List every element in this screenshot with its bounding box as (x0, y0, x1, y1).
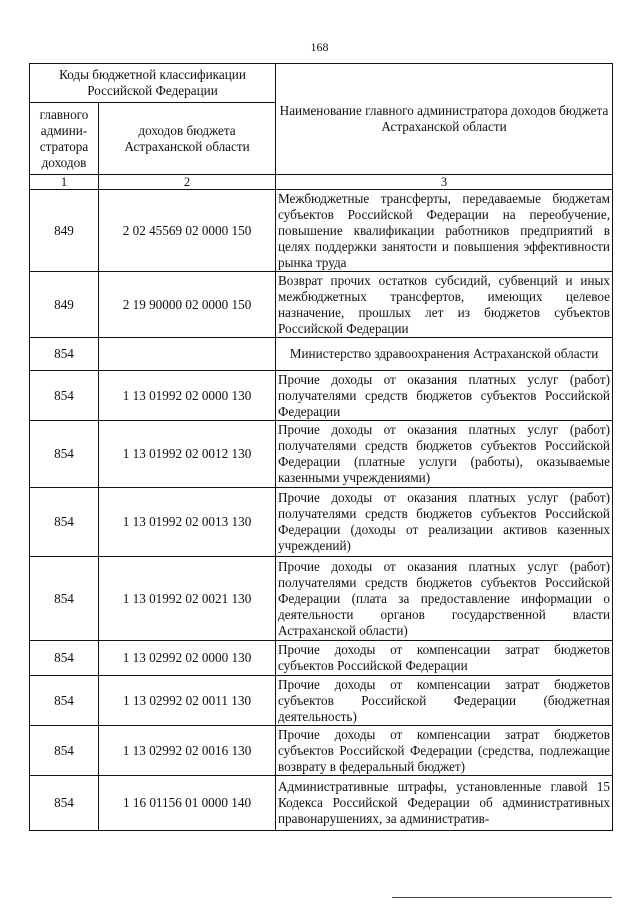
admin-code-cell: 849 (30, 272, 99, 338)
description-cell: Межбюджетные трансферты, передаваемые бюджетам субъектов Российской Федерации на переобучение, повышение квалификации работников предприятий в целях поддержки занятости и повышения эффективности рынка труда (276, 190, 613, 272)
column-number: 1 (30, 175, 99, 190)
admin-code-cell: 854 (30, 338, 99, 371)
table-row (30, 190, 613, 272)
table-row (30, 676, 613, 726)
admin-code-cell: 854 (30, 371, 99, 421)
header-code-column: доходов бюджета Астраханской области (99, 103, 276, 175)
table-row (30, 371, 613, 421)
description-cell: Прочие доходы от оказания платных услуг (работ) получателями средств бюджетов субъектов Российской Федерации (276, 371, 613, 421)
description-cell: Возврат прочих остатков субсидий, субвенций и иных межбюджетных трансфертов, имеющих целевое назначение, прошлых лет из бюджетов субъектов Российской Федерации (276, 272, 613, 338)
admin-code-cell: 854 (30, 776, 99, 831)
income-code-cell: 1 13 02992 02 0016 130 (99, 726, 276, 776)
header-admin-column: главного админи-стратора доходов (30, 103, 99, 175)
column-number: 2 (99, 175, 276, 190)
admin-code-cell: 854 (30, 676, 99, 726)
income-code-cell: 1 13 01992 02 0021 130 (99, 557, 276, 641)
income-code-cell: 1 13 01992 02 0000 130 (99, 371, 276, 421)
column-number-row (30, 175, 613, 190)
table-row (30, 776, 613, 831)
table-row (30, 338, 613, 371)
header-row-group (30, 64, 613, 103)
table-row (30, 272, 613, 338)
income-code-cell: 1 13 02992 02 0011 130 (99, 676, 276, 726)
admin-code-cell: 849 (30, 190, 99, 272)
table-row (30, 557, 613, 641)
income-code-cell: 1 13 01992 02 0012 130 (99, 421, 276, 488)
ministry-name-cell: Министерство здравоохранения Астраханской области (276, 338, 613, 371)
income-code-cell: 1 13 02992 02 0000 130 (99, 641, 276, 676)
description-cell: Административные штрафы, установленные главой 15 Кодекса Российской Федерации об административных правонарушениях, за административ- (276, 776, 613, 831)
table-row (30, 488, 613, 557)
description-cell: Прочие доходы от компенсации затрат бюджетов субъектов Российской Федерации (средства, подлежащие возврату в федеральный бюджет) (276, 726, 613, 776)
table-row (30, 641, 613, 676)
page-number: 168 (310, 40, 329, 54)
table-row (30, 726, 613, 776)
description-cell: Прочие доходы от оказания платных услуг (работ) получателями средств бюджетов субъектов Российской Федерации (доходы от реализации активов казенных учреждений) (276, 488, 613, 557)
description-cell: Прочие доходы от компенсации затрат бюджетов субъектов Российской Федерации (бюджетная деятельность) (276, 676, 613, 726)
admin-code-cell: 854 (30, 641, 99, 676)
table-row (30, 421, 613, 488)
column-number: 3 (276, 175, 613, 190)
admin-code-cell: 854 (30, 726, 99, 776)
income-code-cell: 1 16 01156 01 0000 140 (99, 776, 276, 831)
description-cell: Прочие доходы от оказания платных услуг (работ) получателями средств бюджетов субъектов Российской Федерации (плата за предоставление информации о деятельности органов государственной власти Астраханской области) (276, 557, 613, 641)
admin-code-cell: 854 (30, 557, 99, 641)
header-codes-group: Коды бюджетной классификации Российской Федерации (30, 64, 276, 103)
description-cell: Прочие доходы от компенсации затрат бюджетов субъектов Российской Федерации (276, 641, 613, 676)
income-code-cell: 2 19 90000 02 0000 150 (99, 272, 276, 338)
description-cell: Прочие доходы от оказания платных услуг (работ) получателями средств бюджетов субъектов Российской Федерации (платные услуги (работы), оказываемые казенными учреждениями) (276, 421, 613, 488)
admin-code-cell: 854 (30, 488, 99, 557)
income-code-cell: 1 13 01992 02 0013 130 (99, 488, 276, 557)
income-code-cell (99, 338, 276, 371)
page-bottom-rule (392, 897, 612, 898)
income-code-cell: 2 02 45569 02 0000 150 (99, 190, 276, 272)
budget-classification-table (29, 63, 613, 831)
header-name-column: Наименование главного администратора доходов бюджета Астраханской области (276, 64, 613, 175)
admin-code-cell: 854 (30, 421, 99, 488)
